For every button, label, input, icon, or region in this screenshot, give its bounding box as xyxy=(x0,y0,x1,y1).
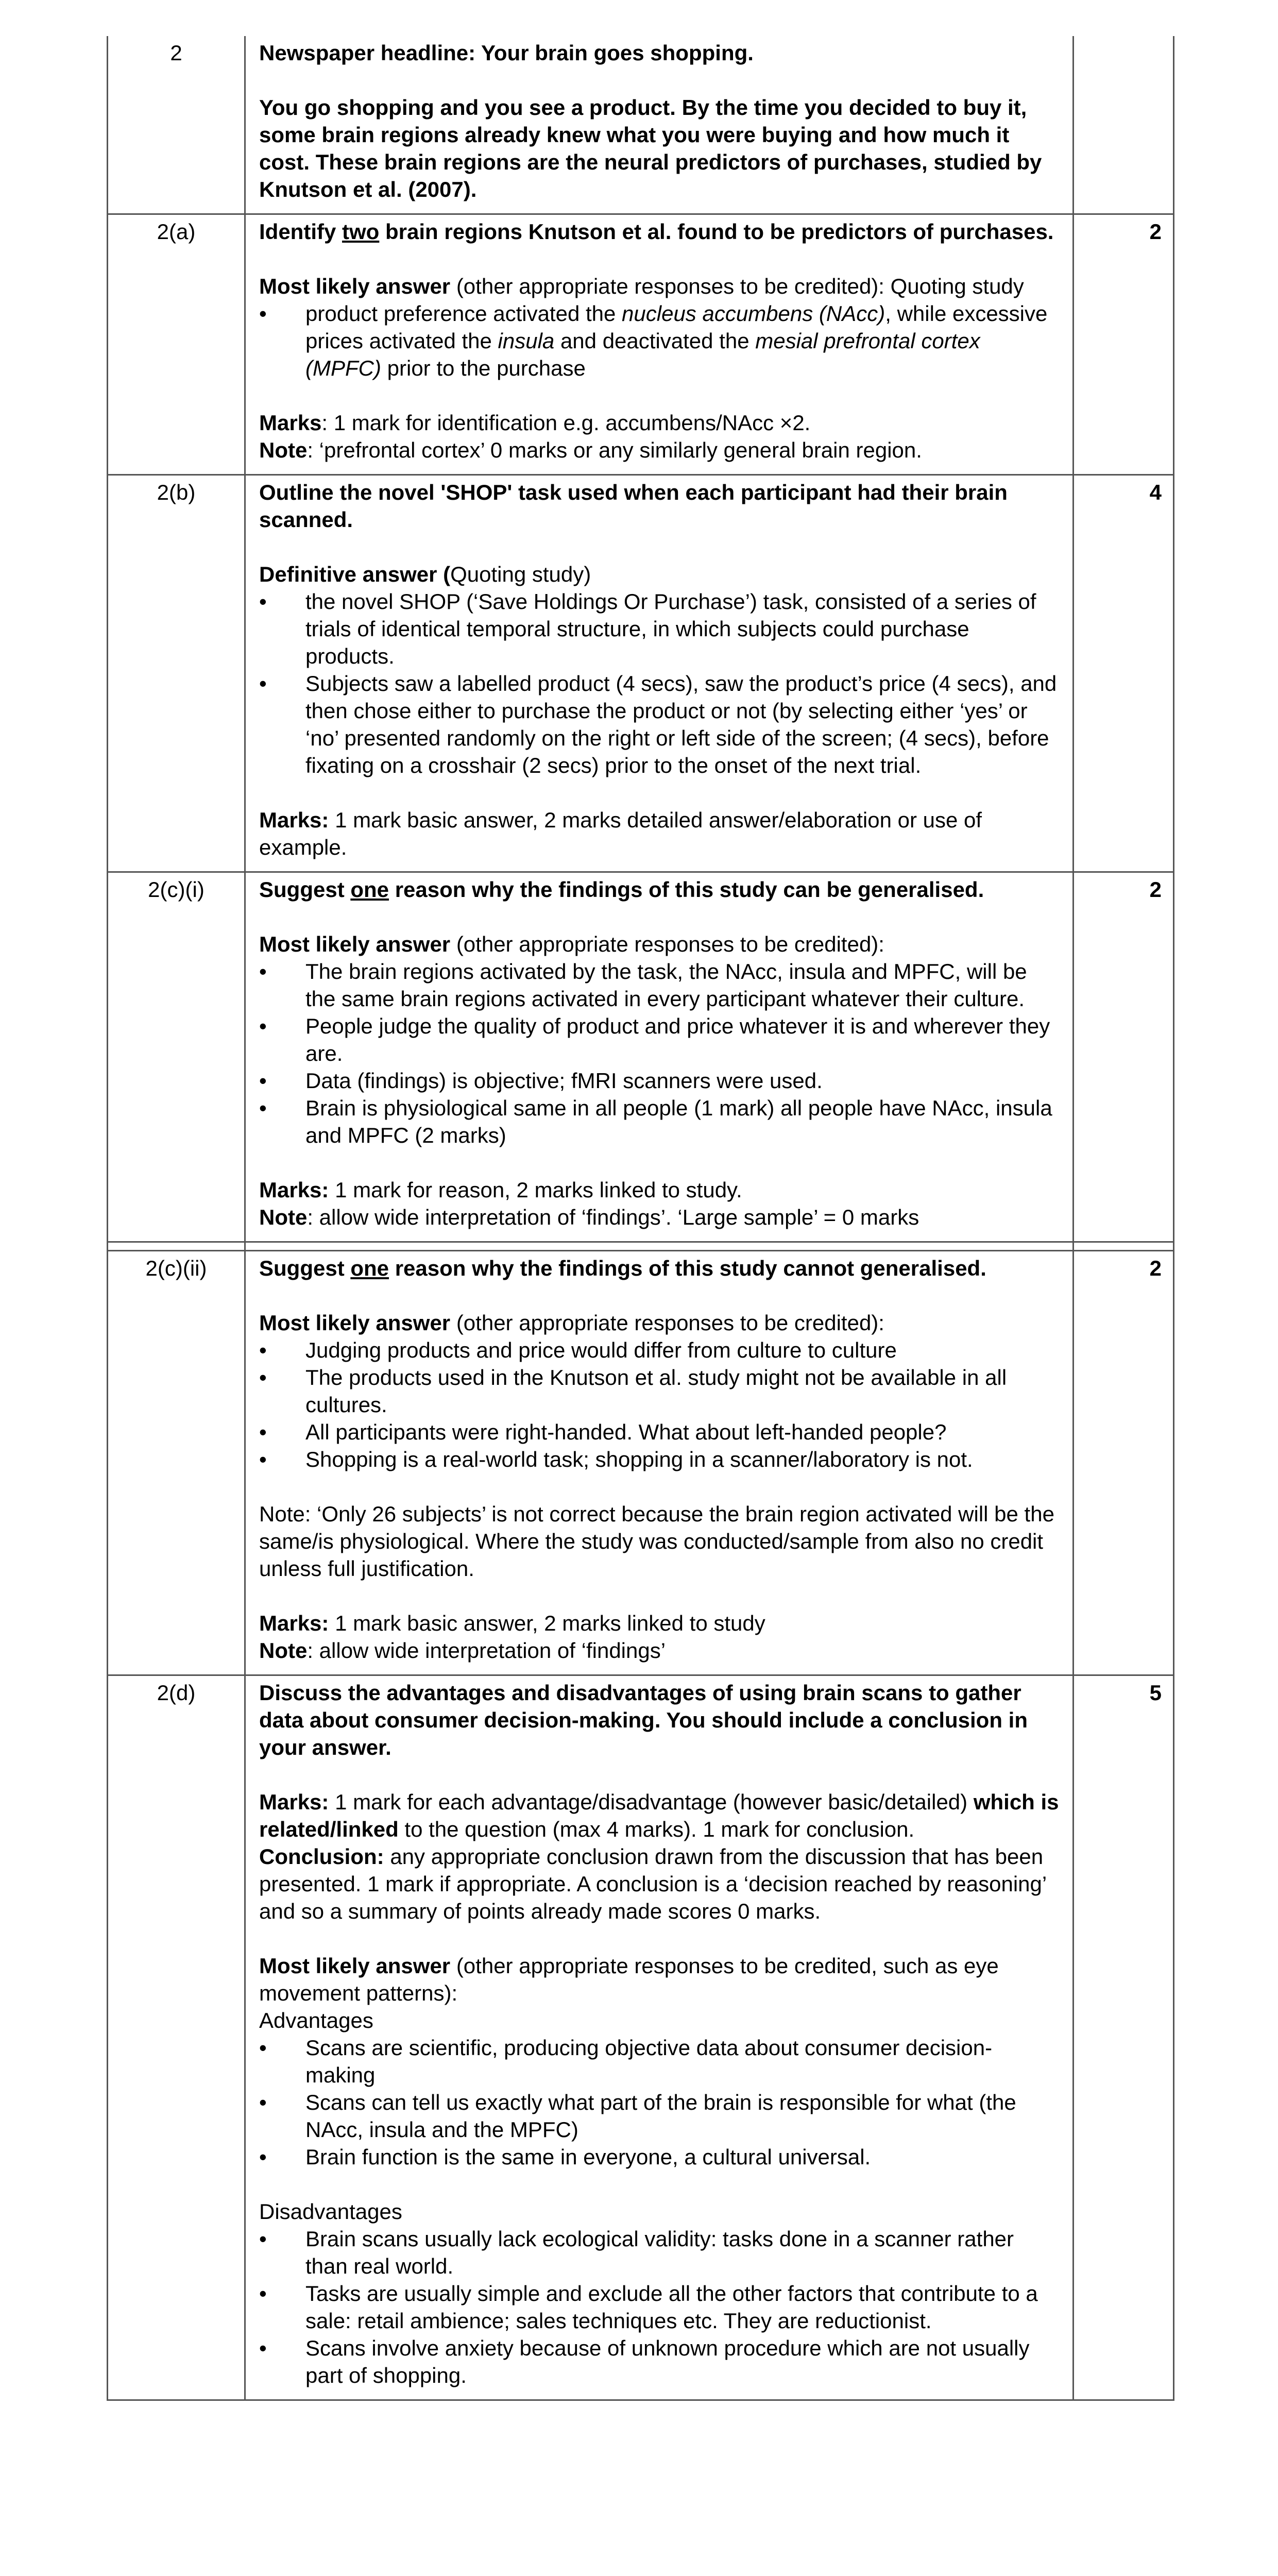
headline: Newspaper headline: Your brain goes shopping. xyxy=(259,41,754,65)
marks-guidance: Marks: 1 mark for each advantage/disadvantage (however basic/detailed) which is related/linked to the question (max 4 marks). 1 mark for conclusion. xyxy=(259,1790,1059,1841)
question-number: 2(d) xyxy=(108,1675,245,2400)
answer-intro: Most likely answer (other appropriate responses to be credited): xyxy=(259,932,884,956)
row-divider xyxy=(108,1242,1174,1251)
question-number: 2(a) xyxy=(108,214,245,475)
advantages-list xyxy=(259,2034,1061,2171)
question-text: Identify two brain regions Knutson et al. found to be predictors of purchases. xyxy=(259,219,1054,244)
mark-scheme-table xyxy=(107,36,1174,2401)
marks-guidance: Marks: 1 mark basic answer, 2 marks linked to study xyxy=(259,1611,765,1635)
list-item: • Subjects saw a labelled product (4 secs), saw the product’s price (4 secs), and then chose either to purchase the product or not (by selecting either ‘yes’ or ‘no’ presented randomly on the right or left side of the screen; (4 secs), before fixating on a crosshair (2 secs) prior to the onset of the next trial. xyxy=(259,670,1061,779)
row-q2b xyxy=(108,475,1174,872)
marks-value: 2 xyxy=(1073,1251,1174,1675)
note: Note: ‘prefrontal cortex’ 0 marks or any similarly general brain region. xyxy=(259,438,922,462)
list-item: • All participants were right-handed. What about left-handed people? xyxy=(259,1418,1061,1446)
question-cell xyxy=(245,1251,1073,1675)
list-item: • Scans involve anxiety because of unknown procedure which are not usually part of shopping. xyxy=(259,2334,1061,2389)
list-item: • Scans can tell us exactly what part of the brain is responsible for what (the NAcc, insula and the MPFC) xyxy=(259,2089,1061,2143)
marks-value: 2 xyxy=(1073,214,1174,475)
question-cell xyxy=(245,872,1073,1242)
answer-intro: Most likely answer (other appropriate responses to be credited): Quoting study xyxy=(259,274,1024,298)
list-item: • Brain function is the same in everyone, a cultural universal. xyxy=(259,2143,1061,2171)
disadvantages-heading: Disadvantages xyxy=(259,2199,402,2224)
answer-intro: Most likely answer (other appropriate responses to be credited, such as eye movement patterns): xyxy=(259,1954,999,2005)
list-item: • Tasks are usually simple and exclude all the other factors that contribute to a sale: retail ambience; sales techniques etc. They are reductionist. xyxy=(259,2280,1061,2334)
list-item: • Scans are scientific, producing objective data about consumer decision-making xyxy=(259,2034,1061,2089)
row-q2ci xyxy=(108,872,1174,1242)
question-cell xyxy=(245,475,1073,872)
note: Note: allow wide interpretation of ‘findings’ xyxy=(259,1638,666,1663)
note: Note: allow wide interpretation of ‘findings’. ‘Large sample’ = 0 marks xyxy=(259,1205,919,1229)
question-text: Suggest one reason why the findings of this study can be generalised. xyxy=(259,877,984,902)
list-item: • Judging products and price would differ from culture to culture xyxy=(259,1336,1061,1364)
row-q2d xyxy=(108,1675,1174,2400)
list-item: • The products used in the Knutson et al. study might not be available in all cultures. xyxy=(259,1364,1061,1418)
answer-list xyxy=(259,588,1061,779)
list-item: • The brain regions activated by the task, the NAcc, insula and MPFC, will be the same brain regions activated in every participant whatever their culture. xyxy=(259,958,1061,1012)
marks-value: 5 xyxy=(1073,1675,1174,2400)
answer-list xyxy=(259,300,1061,382)
marks-guidance: Marks: 1 mark basic answer, 2 marks detailed answer/elaboration or use of example. xyxy=(259,808,982,859)
disadvantages-list xyxy=(259,2225,1061,2389)
list-item: • Brain scans usually lack ecological validity: tasks done in a scanner rather than real world. xyxy=(259,2225,1061,2280)
question-text: Discuss the advantages and disadvantages of using brain scans to gather data about consumer decision-making. You should include a conclusion in your answer. xyxy=(259,1681,1028,1759)
scenario: You go shopping and you see a product. By the time you decided to buy it, some brain regions already knew what you were buying and how much it cost. These brain regions are the neural predictors of purchases, studied by Knutson et al. (2007). xyxy=(259,95,1042,201)
conclusion-guidance: Conclusion: any appropriate conclusion drawn from the discussion that has been presented. 1 mark if appropriate. A conclusion is a ‘decision reached by reasoning’ and so a summary of points already made scores 0 marks. xyxy=(259,1844,1046,1923)
list-item: • People judge the quality of product and price whatever it is and wherever they are. xyxy=(259,1012,1061,1067)
question-number: 2(c)(i) xyxy=(108,872,245,1242)
question-text: Suggest one reason why the findings of this study cannot generalised. xyxy=(259,1256,986,1280)
marks-cell xyxy=(1073,36,1174,214)
answer-intro: Definitive answer (Quoting study) xyxy=(259,562,591,586)
question-cell xyxy=(245,1675,1073,2400)
marks-guidance: Marks: 1 mark for reason, 2 marks linked to study. xyxy=(259,1178,742,1202)
note-paragraph: Note: ‘Only 26 subjects’ is not correct because the brain region activated will be the same/is physiological. Where the study was conducted/sample from also no credit unless full justification. xyxy=(259,1502,1054,1581)
question-number: 2(b) xyxy=(108,475,245,872)
list-item: • product preference activated the nucleus accumbens (NAcc), while excessive prices activated the insula and deactivated the mesial prefrontal cortex (MPFC) prior to the purchase xyxy=(259,300,1061,382)
row-q2cii xyxy=(108,1251,1174,1675)
marks-guidance: Marks: 1 mark for identification e.g. accumbens/NAcc ×2. xyxy=(259,411,811,435)
question-text: Outline the novel 'SHOP' task used when each participant had their brain scanned. xyxy=(259,480,1008,532)
question-cell xyxy=(245,214,1073,475)
answer-list xyxy=(259,1336,1061,1473)
question-cell xyxy=(245,36,1073,214)
answer-list xyxy=(259,958,1061,1149)
question-number: 2 xyxy=(108,36,245,214)
question-number: 2(c)(ii) xyxy=(108,1251,245,1675)
list-item: • Brain is physiological same in all people (1 mark) all people have NAcc, insula and MPFC (2 marks) xyxy=(259,1094,1061,1149)
list-item: • the novel SHOP (‘Save Holdings Or Purchase’) task, consisted of a series of trials of identical temporal structure, in which subjects could purchase products. xyxy=(259,588,1061,670)
list-item: • Shopping is a real-world task; shopping in a scanner/laboratory is not. xyxy=(259,1446,1061,1473)
advantages-heading: Advantages xyxy=(259,2008,373,2032)
marks-value: 2 xyxy=(1073,872,1174,1242)
list-item: • Data (findings) is objective; fMRI scanners were used. xyxy=(259,1067,1061,1094)
row-q2a xyxy=(108,214,1174,475)
answer-intro: Most likely answer (other appropriate responses to be credited): xyxy=(259,1311,884,1335)
row-q2 xyxy=(108,36,1174,214)
marks-value: 4 xyxy=(1073,475,1174,872)
